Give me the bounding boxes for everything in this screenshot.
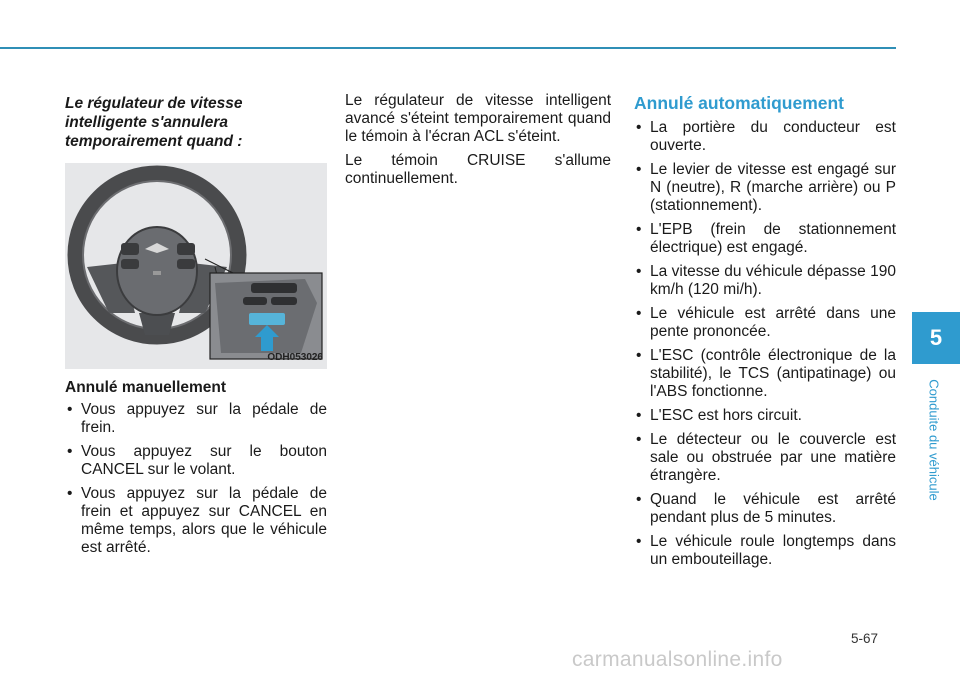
list-item: • Le levier de vitesse est engagé sur N (neutre), R (marche arrière) ou P (stationnement). [634, 161, 896, 215]
list-item: • Quand le véhicule est arrêté pendant plus de 5 minutes. [634, 491, 896, 527]
list-item: • L'ESC est hors circuit. [634, 407, 896, 425]
list-item: • Vous appuyez sur le bouton CANCEL sur le volant. [65, 443, 327, 479]
subsection-heading: Annulé manuellement [65, 379, 227, 396]
top-rule [0, 47, 896, 49]
list-item: • L'ESC (contrôle électronique de la stabilité), le TCS (antipatinage) ou l'ABS fonctionne. [634, 347, 896, 401]
right-column [634, 92, 896, 575]
list-item: • Le détecteur ou le couvercle est sale ou obstruée par une matière étrangère. [634, 431, 896, 485]
manual-cancel-list [65, 401, 327, 557]
paragraph: Le témoin CRUISE s'allume continuellement. [345, 152, 611, 187]
section-heading: Le régulateur de vitesse intelligente s'annulera temporairement quand : [65, 95, 243, 150]
auto-cancel-list [634, 119, 896, 569]
chapter-title-text: Conduite du véhicule [926, 379, 942, 501]
section-heading-auto: Annulé automatiquement [634, 93, 845, 113]
middle-column [345, 92, 611, 194]
list-item: • La vitesse du véhicule dépasse 190 km/h (120 mi/h). [634, 263, 896, 299]
steering-wheel-figure [65, 163, 327, 369]
chapter-tab: 5 [912, 312, 960, 364]
watermark: carmanualsonline.info [572, 648, 783, 671]
list-item: • Le véhicule est arrêté dans une pente prononcée. [634, 305, 896, 341]
paragraph: Le régulateur de vitesse intelligent avancé s'éteint temporairement quand le témoin à l'écran ACL s'éteint. [345, 92, 611, 145]
list-item: • Le véhicule roule longtemps dans un embouteillage. [634, 533, 896, 569]
left-column [65, 92, 327, 563]
list-item: • Vous appuyez sur la pédale de frein et appuyez sur CANCEL en même temps, alors que le véhicule est arrêté. [65, 485, 327, 557]
figure-code: ODH053026 [267, 352, 323, 363]
chapter-title [924, 370, 944, 510]
list-item: • L'EPB (frein de stationnement électrique) est engagé. [634, 221, 896, 257]
list-item: • La portière du conducteur est ouverte. [634, 119, 896, 155]
steering-wheel-illustration [65, 163, 327, 369]
page-number: 5-67 [851, 631, 879, 646]
list-item: • Vous appuyez sur la pédale de frein. [65, 401, 327, 437]
